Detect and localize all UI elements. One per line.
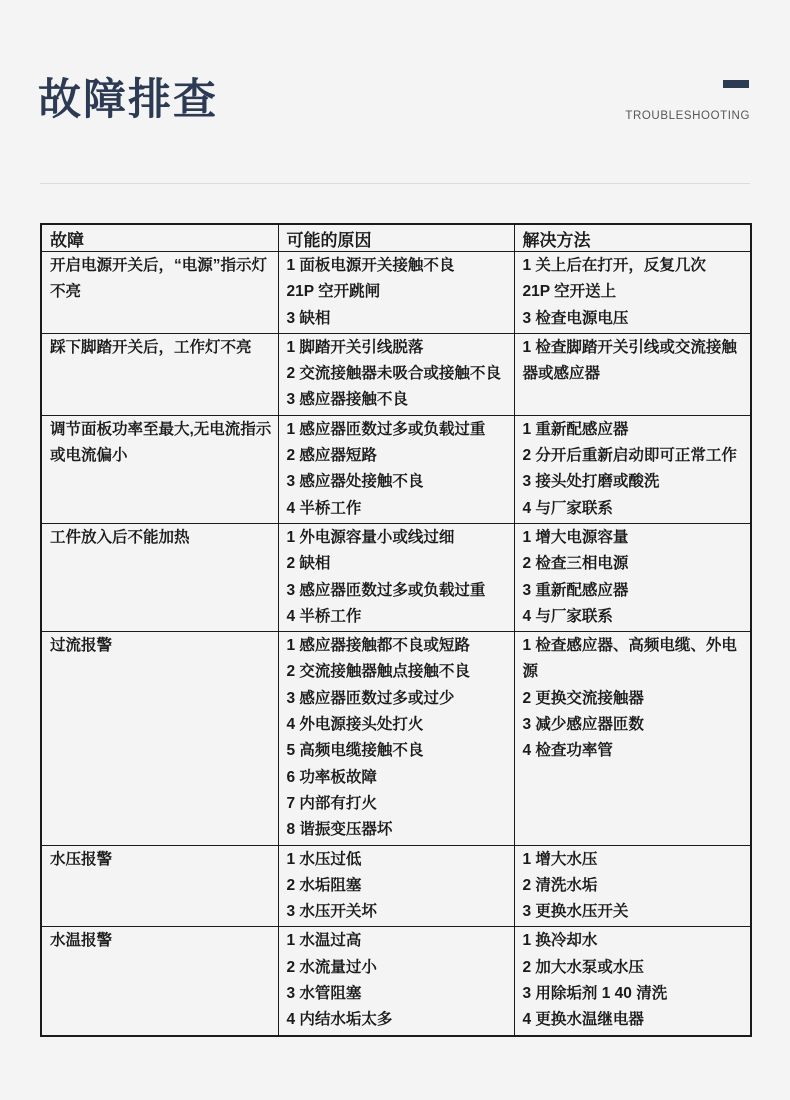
solution-item: 3 重新配感应器	[522, 581, 629, 599]
causes-cell	[278, 333, 514, 415]
cause-item: 4 半桥工作	[286, 499, 362, 517]
cause-item: 1 水压过低	[286, 850, 362, 868]
table-row	[41, 415, 751, 523]
fault-cell	[41, 845, 278, 927]
cause-item: 3 感应器处接触不良	[286, 473, 424, 491]
table-row	[41, 523, 751, 631]
cause-item: 2 缺相	[286, 555, 331, 573]
solutions-cell	[514, 632, 751, 845]
page-title: 故障排查	[38, 76, 218, 124]
corner-bar-decoration	[723, 80, 749, 88]
cause-item: 3 感应器匝数过多或过少	[286, 689, 455, 707]
causes-cell	[278, 632, 514, 845]
solutions-cell	[514, 927, 751, 1036]
solution-item: 1 增大电源容量	[522, 528, 629, 546]
cause-item: 4 半桥工作	[286, 607, 362, 625]
fault-cell	[41, 252, 278, 334]
troubleshooting-table	[40, 223, 752, 1037]
solution-item: 21P 空开送上	[522, 283, 617, 301]
solution-item: 3 接头处打磨或酸洗	[522, 473, 660, 491]
cause-item: 2 交流接触器触点接触不良	[286, 663, 470, 681]
solutions-cell	[514, 333, 751, 415]
solution-item: 2 检查三相电源	[522, 555, 629, 573]
solution-item: 4 更换水温继电器	[522, 1011, 644, 1029]
cause-item: 21P 空开跳闸	[286, 283, 381, 301]
cause-item: 1 脚踏开关引线脱落	[286, 338, 424, 356]
cause-item: 2 水垢阻塞	[286, 876, 362, 894]
cause-item: 5 高频电缆接触不良	[286, 742, 424, 760]
solutions-cell	[514, 415, 751, 523]
table-row	[41, 252, 751, 334]
solutions-cell	[514, 845, 751, 927]
fault-text: 开启电源开关后，“电源”指示灯不亮	[50, 257, 268, 301]
cause-item: 3 感应器接触不良	[286, 391, 408, 409]
solutions-cell	[514, 523, 751, 631]
cause-item: 3 水压开关坏	[286, 903, 377, 921]
table-row	[41, 845, 751, 927]
fault-text: 水压报警	[50, 850, 113, 868]
causes-cell	[278, 523, 514, 631]
solution-item: 1 检查脚踏开关引线或交流接触器或感应器	[522, 338, 737, 383]
cause-item: 1 水温过高	[286, 932, 362, 950]
cause-item: 1 感应器匝数过多或负载过重	[286, 420, 486, 438]
solution-item: 2 加大水泵或水压	[522, 958, 644, 976]
solution-item: 3 用除垢剂 1 40 清洗	[522, 985, 668, 1003]
solution-item: 3 检查电源电压	[522, 309, 629, 327]
cause-item: 1 外电源容量小或线过细	[286, 528, 455, 546]
fault-text: 水温报警	[50, 932, 113, 950]
solution-item: 1 重新配感应器	[522, 420, 629, 438]
cause-item: 1 面板电源开关接触不良	[286, 257, 455, 274]
cause-item: 4 内结水垢太多	[286, 1011, 393, 1029]
solution-item: 1 增大水压	[522, 850, 598, 868]
solution-item: 2 清洗水垢	[522, 876, 598, 894]
column-header-cause: 可能的原因	[278, 224, 514, 252]
table-header-row	[41, 224, 751, 252]
fault-text: 过流报警	[50, 637, 113, 655]
solution-item: 2 分开后重新启动即可正常工作	[522, 447, 737, 465]
solution-item: 3 更换水压开关	[522, 903, 629, 921]
solution-item: 1 关上后在打开，反复几次	[522, 257, 706, 274]
cause-item: 2 交流接触器未吸合或接触不良	[286, 365, 501, 383]
fault-cell	[41, 523, 278, 631]
table-row	[41, 927, 751, 1036]
solution-item: 4 与厂家联系	[522, 607, 613, 625]
cause-item: 3 缺相	[286, 309, 331, 327]
solution-item: 3 减少感应器匝数	[522, 716, 644, 734]
cause-item: 3 感应器匝数过多或负载过重	[286, 581, 486, 599]
column-header-fault: 故障	[41, 224, 278, 252]
fault-cell	[41, 927, 278, 1036]
fault-cell	[41, 415, 278, 523]
solution-item: 1 检查感应器、高频电缆、外电源	[522, 637, 737, 681]
causes-cell	[278, 927, 514, 1036]
causes-cell	[278, 252, 514, 334]
fault-cell	[41, 632, 278, 845]
cause-item: 8 谐振变压器坏	[286, 821, 393, 839]
cause-item: 2 感应器短路	[286, 447, 377, 465]
cause-item: 1 感应器接触都不良或短路	[286, 637, 470, 655]
section-divider	[40, 183, 750, 184]
cause-item: 4 外电源接头处打火	[286, 716, 424, 734]
solution-item: 1 换冷却水	[522, 932, 598, 950]
solutions-cell	[514, 252, 751, 334]
solution-item: 4 检查功率管	[522, 742, 613, 760]
fault-text: 工件放入后不能加热	[50, 528, 190, 546]
cause-item: 6 功率板故障	[286, 768, 377, 786]
fault-text: 踩下脚踏开关后，工作灯不亮	[50, 338, 252, 356]
cause-item: 2 水流量过小	[286, 958, 377, 976]
causes-cell	[278, 845, 514, 927]
column-header-solution: 解决方法	[514, 224, 751, 252]
solution-item: 2 更换交流接触器	[522, 689, 644, 707]
cause-item: 7 内部有打火	[286, 794, 377, 812]
page-subtitle: TROUBLESHOOTING	[625, 110, 750, 122]
table-row	[41, 632, 751, 845]
table-row	[41, 333, 751, 415]
causes-cell	[278, 415, 514, 523]
fault-cell	[41, 333, 278, 415]
solution-item: 4 与厂家联系	[522, 499, 613, 517]
cause-item: 3 水管阻塞	[286, 985, 362, 1003]
fault-text: 调节面板功率至最大,无电流指示或电流偏小	[50, 420, 272, 465]
